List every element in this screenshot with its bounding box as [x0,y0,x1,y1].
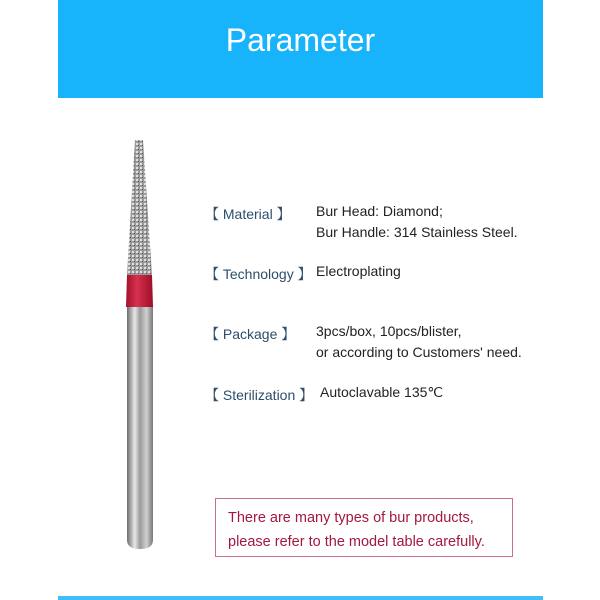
param-value [316,321,522,363]
value-line: Bur Handle: 314 Stainless Steel. [316,224,518,240]
param-value [316,201,518,243]
param-value: Electroplating [316,263,401,279]
value-line: or according to Customers' need. [316,344,522,360]
header-banner [58,0,543,98]
param-label: 【 Package 】 [205,326,296,342]
note-line: There are many types of bur products, [228,510,474,526]
param-value: Autoclavable 135℃ [320,384,444,400]
param-label: 【 Technology 】 [205,266,312,282]
diamond-bur-image [120,135,160,555]
page-title: Parameter [225,22,376,58]
bottom-divider [58,596,543,600]
value-line: 3pcs/box, 10pcs/blister, [316,323,462,339]
note-line: please refer to the model table carefully. [228,534,485,550]
value-line: Bur Head: Diamond; [316,203,443,219]
param-label: 【 Sterilization 】 [205,387,314,403]
param-label: 【 Material 】 [205,206,291,222]
note-box [215,498,513,557]
